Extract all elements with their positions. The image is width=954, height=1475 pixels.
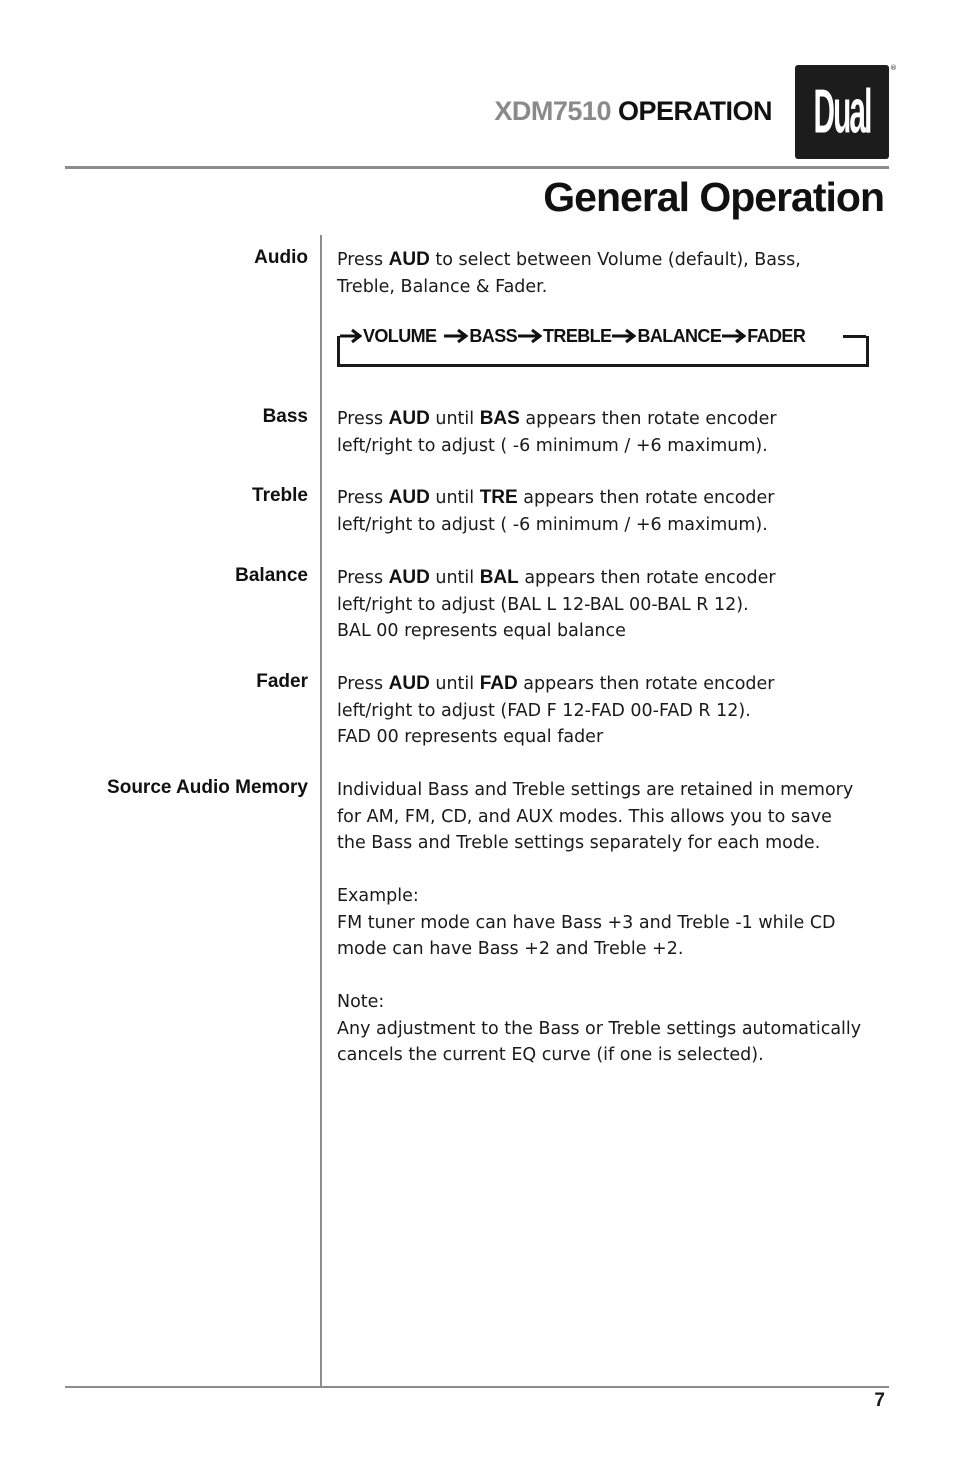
column-divider	[320, 235, 322, 1387]
registered-mark: ®	[890, 64, 897, 72]
audio-line-1: Press AUD to select between Volume (default), Bass,	[337, 249, 801, 270]
header-title	[494, 96, 772, 127]
fader-line-1: Press AUD until FAD appears then rotate encoder	[337, 673, 775, 694]
arrow-right-icon	[340, 328, 362, 344]
memory-para-line: Individual Bass and Treble settings are retained in memory	[337, 780, 854, 800]
balance-line-3: BAL 00 represents equal balance	[337, 621, 626, 641]
spacer	[337, 963, 897, 990]
memory-para-line: for AM, FM, CD, and AUX modes. This allows you to save	[337, 806, 832, 827]
memory-para-line: the Bass and Treble settings separately for each mode.	[337, 833, 821, 853]
treble-label: Treble	[252, 485, 308, 506]
treble-line-1: Press AUD until TRE appears then rotate encoder	[337, 487, 775, 508]
arrow-right-icon	[518, 328, 542, 344]
audio-flow	[340, 324, 813, 348]
note-line: cancels the current EQ curve (if one is selected).	[337, 1045, 764, 1065]
note-line: Any adjustment to the Bass or Treble settings automatically	[337, 1018, 862, 1039]
treble-text	[337, 485, 897, 538]
bass-label: Bass	[262, 406, 308, 427]
page-number: 7	[874, 1390, 885, 1411]
flow-step-volume: VOLUME	[363, 325, 437, 346]
flow-step-fader: FADER	[747, 325, 806, 346]
bass-line-2: left/right to adjust ( -6 minimum / +6 maximum).	[337, 435, 768, 456]
audio-flow-tail	[843, 335, 866, 338]
fader-line-3: FAD 00 represents equal fader	[337, 727, 604, 747]
balance-text	[337, 565, 897, 645]
logo-text: Dual	[813, 77, 871, 147]
arrow-right-icon	[612, 328, 636, 344]
section-name: OPERATION	[617, 96, 772, 126]
flow-step-balance: BALANCE	[637, 325, 722, 346]
audio-text	[337, 247, 897, 300]
example-line: mode can have Bass +2 and Treble +2.	[337, 939, 684, 959]
flow-step-treble: TREBLE	[543, 325, 612, 346]
bass-text	[337, 406, 897, 459]
example-line: FM tuner mode can have Bass +3 and Treble -1 while CD	[337, 912, 836, 933]
balance-label: Balance	[235, 565, 308, 586]
dual-logo	[795, 65, 889, 159]
top-divider	[65, 166, 889, 169]
note-heading: Note:	[337, 992, 385, 1012]
audio-label: Audio	[254, 247, 308, 268]
fader-line-2: left/right to adjust (FAD F 12-FAD 00-FAD R 12).	[337, 700, 751, 721]
spacer	[337, 857, 897, 884]
page-title: General Operation	[543, 174, 884, 220]
example-heading: Example:	[337, 886, 419, 906]
source-memory-label: Source Audio Memory	[107, 777, 308, 798]
model-name: XDM7510	[494, 96, 611, 126]
fader-label: Fader	[256, 671, 308, 692]
audio-line-2: Treble, Balance & Fader.	[337, 276, 548, 297]
balance-line-1: Press AUD until BAL appears then rotate encoder	[337, 567, 776, 588]
bottom-divider	[65, 1386, 889, 1388]
treble-line-2: left/right to adjust ( -6 minimum / +6 maximum).	[337, 514, 768, 535]
balance-line-2: left/right to adjust (BAL L 12-BAL 00-BAL R 12).	[337, 594, 749, 615]
fader-text	[337, 671, 897, 751]
arrow-right-icon	[722, 328, 746, 344]
bass-line-1: Press AUD until BAS appears then rotate encoder	[337, 408, 777, 429]
source-memory-text	[337, 777, 897, 1069]
arrow-right-icon	[444, 328, 468, 344]
flow-step-bass: BASS	[469, 325, 518, 346]
